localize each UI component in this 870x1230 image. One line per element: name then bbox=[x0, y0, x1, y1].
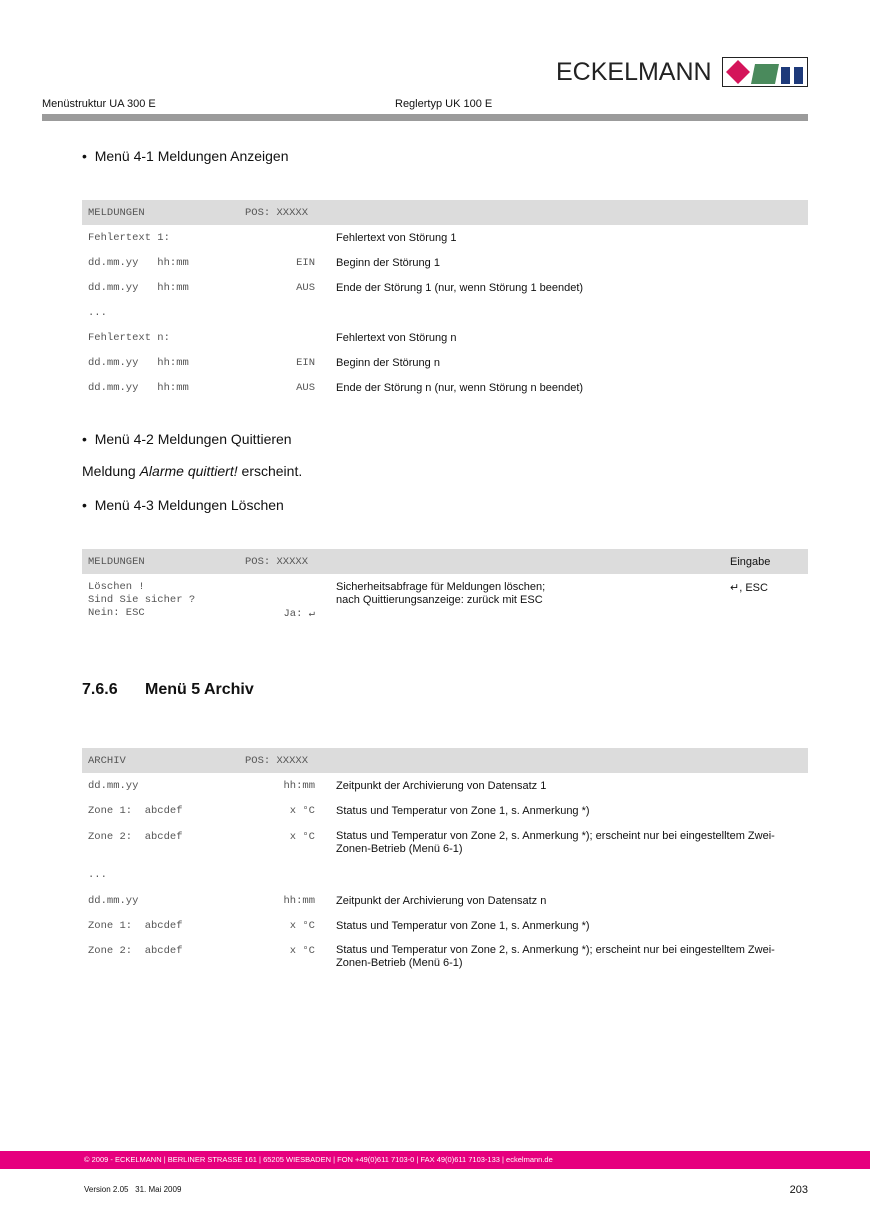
logo-wordmark: ECKELMANN bbox=[556, 58, 712, 86]
table-row-right: x °C bbox=[289, 831, 315, 843]
table-header-left: MELDUNGEN bbox=[88, 556, 145, 568]
bullet: • bbox=[82, 497, 87, 513]
table-row-left: Zone 1: abcdef bbox=[88, 805, 183, 817]
table-row-right: AUS bbox=[296, 382, 315, 394]
bullet: • bbox=[82, 431, 87, 447]
table-row-right: hh:mm bbox=[283, 895, 315, 907]
confirm-line-3: Nein: ESC bbox=[88, 607, 145, 619]
table-row-desc-cont: Zonen-Betrieb (Menü 6-1) bbox=[336, 957, 463, 969]
table-row-left: Zone 1: abcdef bbox=[88, 920, 183, 932]
table-row-right: hh:mm bbox=[283, 780, 315, 792]
table-row-left: dd.mm.yy bbox=[88, 780, 139, 792]
header-center: Reglertyp UK 100 E bbox=[395, 98, 493, 110]
table-row-desc: Ende der Störung n (nur, wenn Störung n beendet) bbox=[336, 382, 584, 394]
table-header-left: ARCHIV bbox=[88, 755, 126, 767]
table-header-left: MELDUNGEN bbox=[88, 207, 145, 219]
chapter-heading bbox=[82, 681, 254, 699]
table-row-left: dd.mm.yy hh:mm bbox=[88, 357, 189, 369]
table-row-right: AUS bbox=[296, 282, 315, 294]
section-4-2-text bbox=[82, 463, 302, 479]
table-row-right: EIN bbox=[296, 257, 315, 269]
footer-bar-text: © 2009 - ECKELMANN | BERLINER STRASSE 161 | 65205 WIESBADEN | FON +49(0)611 7103-0 | FAX 49(0)611 7103-133 | eckelmann.de bbox=[84, 1155, 553, 1164]
table-row-desc: Status und Temperatur von Zone 2, s. Anmerkung *); erscheint nur bei eingestelltem Zwei- bbox=[336, 830, 775, 842]
table-row-desc: Fehlertext von Störung n bbox=[336, 332, 457, 344]
table-header-eingabe: Eingabe bbox=[730, 556, 771, 568]
section-4-3-heading bbox=[82, 497, 284, 513]
table-row-desc: Zeitpunkt der Archivierung von Datensatz 1 bbox=[336, 780, 547, 792]
confirm-desc-2: nach Quittierungsanzeige: zurück mit ESC bbox=[336, 594, 543, 606]
table-row-left: dd.mm.yy hh:mm bbox=[88, 257, 189, 269]
table-header-pos: POS: XXXXX bbox=[245, 755, 309, 767]
table-row-left: Zone 2: abcdef bbox=[88, 831, 183, 843]
table-row-desc: Ende der Störung 1 (nur, wenn Störung 1 beendet) bbox=[336, 282, 584, 294]
table-row-left: Fehlertext 1: bbox=[88, 232, 170, 244]
page-number: 203 bbox=[789, 1184, 808, 1196]
confirm-ja: Ja: ↵ bbox=[283, 608, 315, 620]
table-header-pos: POS: XXXXX bbox=[245, 207, 309, 219]
table-row-desc: Status und Temperatur von Zone 2, s. Anmerkung *); erscheint nur bei eingestelltem Zwei- bbox=[336, 944, 775, 956]
confirm-line-2: Sind Sie sicher ? bbox=[88, 594, 196, 606]
table-row-desc: Zeitpunkt der Archivierung von Datensatz n bbox=[336, 895, 547, 907]
table-row-left: dd.mm.yy hh:mm bbox=[88, 282, 189, 294]
logo-mark bbox=[722, 57, 808, 87]
table-header bbox=[82, 549, 808, 574]
confirm-line-1: Löschen ! bbox=[88, 581, 145, 593]
table-row-left: dd.mm.yy bbox=[88, 895, 139, 907]
table-row-left: dd.mm.yy hh:mm bbox=[88, 382, 189, 394]
header-divider bbox=[42, 114, 808, 121]
confirm-desc-1: Sicherheitsabfrage für Meldungen löschen; bbox=[336, 581, 546, 593]
footer-version: Version 2.05 31. Mai 2009 bbox=[84, 1185, 182, 1194]
section-title: Menü 4-2 Meldungen Quittieren bbox=[94, 431, 292, 447]
section-title: Menü 4-3 Meldungen Löschen bbox=[94, 497, 284, 513]
table-row-desc: Beginn der Störung n bbox=[336, 357, 440, 369]
table-row-left: Zone 2: abcdef bbox=[88, 945, 183, 957]
table-row-desc: Status und Temperatur von Zone 1, s. Anmerkung *) bbox=[336, 805, 590, 817]
table-row-left: ... bbox=[88, 869, 107, 881]
table-header-pos: POS: XXXXX bbox=[245, 556, 309, 568]
text-pre: Meldung bbox=[82, 463, 140, 479]
section-4-1-heading bbox=[82, 148, 289, 164]
table-row-desc: Status und Temperatur von Zone 1, s. Anmerkung *) bbox=[336, 920, 590, 932]
table-row-left: Fehlertext n: bbox=[88, 332, 170, 344]
section-4-2-heading bbox=[82, 431, 292, 447]
table-row-right: EIN bbox=[296, 357, 315, 369]
text-post: erscheint. bbox=[237, 463, 303, 479]
table-row-desc: Beginn der Störung 1 bbox=[336, 257, 440, 269]
chapter-number: 7.6.6 bbox=[82, 681, 118, 698]
section-title: Menü 4-1 Meldungen Anzeigen bbox=[94, 148, 289, 164]
table-row-right: x °C bbox=[289, 945, 315, 957]
table-row-right: x °C bbox=[289, 805, 315, 817]
table-row-right: x °C bbox=[289, 920, 315, 932]
table-row-desc: Fehlertext von Störung 1 bbox=[336, 232, 457, 244]
table-row-left: ... bbox=[88, 307, 107, 319]
table-header bbox=[82, 748, 808, 773]
chapter-title: Menü 5 Archiv bbox=[145, 681, 254, 698]
eingabe-value: ↵, ESC bbox=[730, 582, 768, 594]
bullet: • bbox=[82, 148, 87, 164]
text-emphasis: Alarme quittiert! bbox=[139, 463, 238, 479]
header-left: Menüstruktur UA 300 E bbox=[42, 98, 156, 110]
table-row-desc-cont: Zonen-Betrieb (Menü 6-1) bbox=[336, 843, 463, 855]
table-header bbox=[82, 200, 808, 225]
